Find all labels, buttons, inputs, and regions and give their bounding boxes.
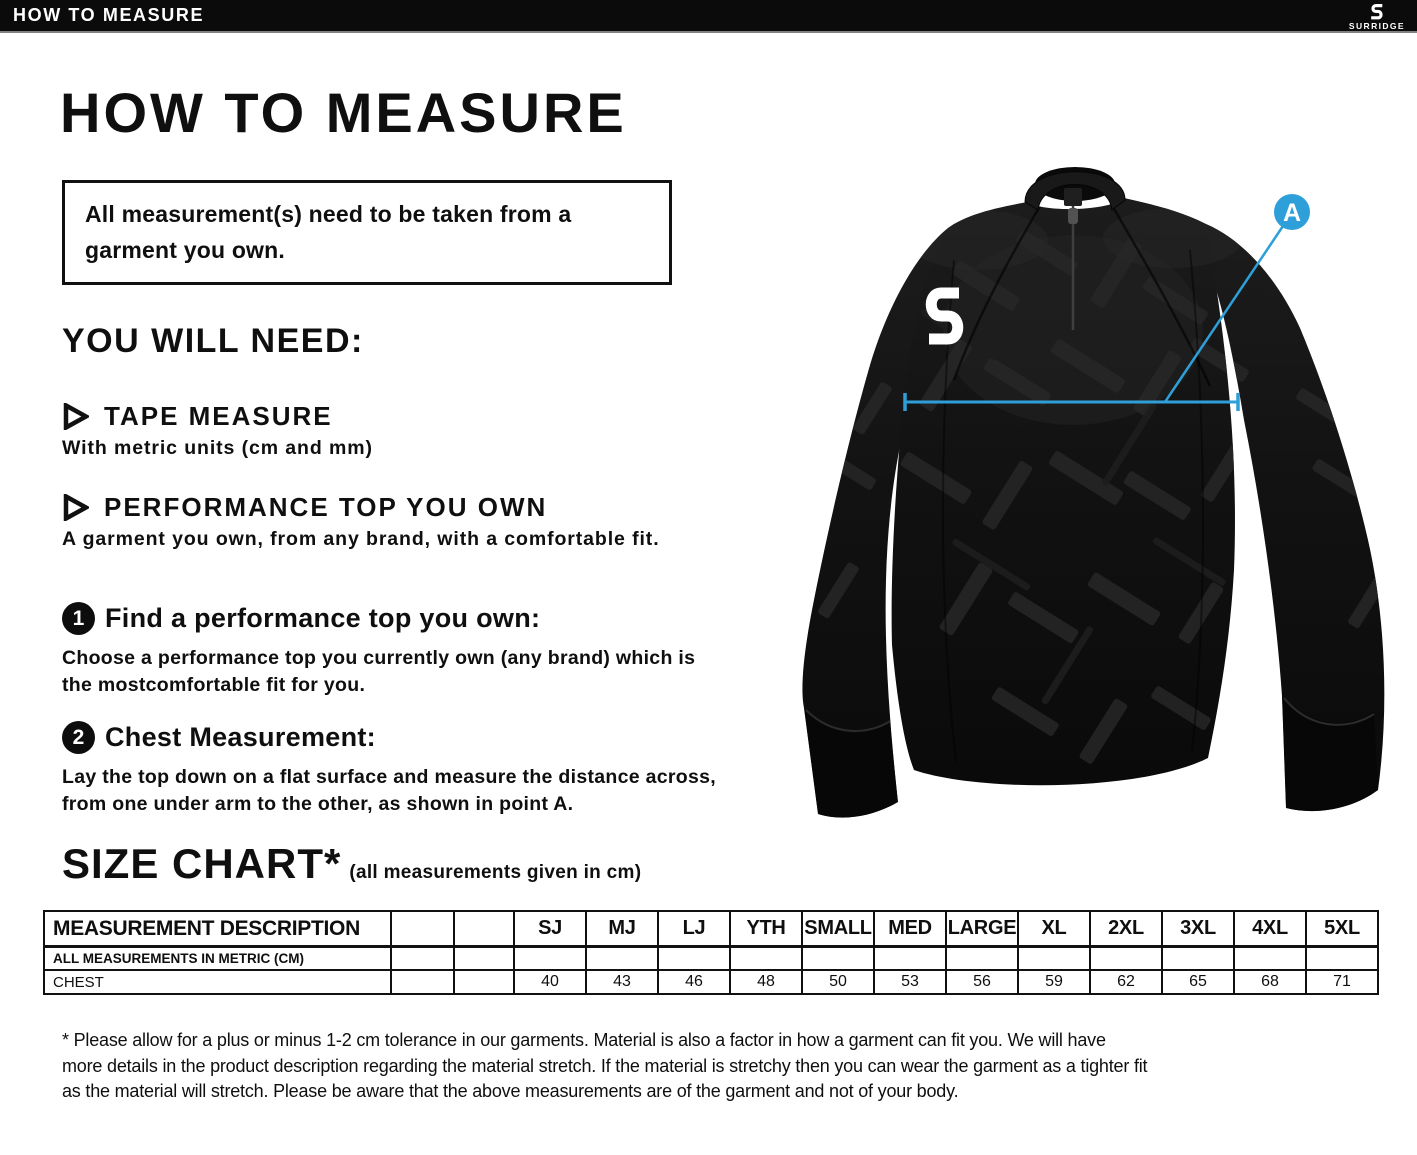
table-cell bbox=[1306, 947, 1378, 971]
you-will-need-heading: YOU WILL NEED: bbox=[62, 322, 364, 360]
size-chart-heading bbox=[62, 840, 641, 888]
table-header-cell: MED bbox=[874, 911, 946, 947]
table-cell bbox=[1162, 947, 1234, 971]
garment-diagram bbox=[778, 140, 1417, 830]
need-item-tape-measure bbox=[62, 401, 742, 460]
step-number-badge: 2 bbox=[62, 721, 95, 754]
table-header-cell: MEASUREMENT DESCRIPTION bbox=[44, 911, 391, 947]
table-row-chest bbox=[44, 970, 1378, 994]
triangle-bullet-icon bbox=[62, 494, 89, 521]
table-header-row bbox=[44, 911, 1378, 947]
size-chart-table bbox=[43, 910, 1379, 995]
step-title: Chest Measurement: bbox=[105, 722, 376, 752]
need-item-performance-top bbox=[62, 492, 742, 551]
table-cell: 40 bbox=[514, 970, 586, 994]
table-cell bbox=[391, 947, 454, 971]
need-item-header bbox=[62, 401, 742, 432]
surridge-s-icon bbox=[1369, 3, 1385, 21]
table-header-cell: SJ bbox=[514, 911, 586, 947]
table-header-cell: LJ bbox=[658, 911, 730, 947]
table-header-cell: 2XL bbox=[1090, 911, 1162, 947]
table-cell: 50 bbox=[802, 970, 874, 994]
table-cell: 59 bbox=[1018, 970, 1090, 994]
table-cell bbox=[1018, 947, 1090, 971]
table-header-cell: 3XL bbox=[1162, 911, 1234, 947]
need-item-description: With metric units (cm and mm) bbox=[62, 437, 373, 459]
zip-pull bbox=[1068, 208, 1078, 224]
size-chart-title: SIZE CHART* bbox=[62, 840, 342, 887]
page-title: HOW TO MEASURE bbox=[60, 81, 627, 144]
table-header-cell: 4XL bbox=[1234, 911, 1306, 947]
table-cell: 48 bbox=[730, 970, 802, 994]
table-header-cell: YTH bbox=[730, 911, 802, 947]
performance-top-illustration bbox=[778, 140, 1417, 830]
table-cell: ALL MEASUREMENTS IN METRIC (CM) bbox=[44, 947, 391, 971]
table-header-cell: SMALL bbox=[802, 911, 874, 947]
step-2 bbox=[62, 721, 742, 818]
step-number-badge: 1 bbox=[62, 602, 95, 635]
surridge-logo bbox=[1349, 3, 1405, 31]
top-bar-title: HOW TO MEASURE bbox=[13, 5, 205, 25]
table-cell bbox=[454, 970, 514, 994]
table-cell: 62 bbox=[1090, 970, 1162, 994]
need-item-header bbox=[62, 492, 742, 523]
table-header-cell bbox=[391, 911, 454, 947]
table-cell bbox=[1090, 947, 1162, 971]
tolerance-footnote: * Please allow for a plus or minus 1-2 cm tolerance in our garments. Material is also a factor in how a garment can fit you. We will have more details in the product description regarding the material stretch. If the material is stretchy then you can wear the garment as a tighter fit as the material will stretch. Please be aware that the above measurements are of the garment and not of your body. bbox=[62, 1030, 1148, 1102]
note-box bbox=[62, 180, 672, 285]
surridge-brand-name: SURRIDGE bbox=[1348, 20, 1405, 31]
table-header-cell bbox=[454, 911, 514, 947]
step-description: Lay the top down on a flat surface and measure the distance across, from one under arm to the other, as shown in point A. bbox=[62, 766, 717, 815]
table-header-cell: 5XL bbox=[1306, 911, 1378, 947]
table-cell: 71 bbox=[1306, 970, 1378, 994]
need-item-title: TAPE MEASURE bbox=[104, 401, 333, 431]
table-cell bbox=[802, 947, 874, 971]
table-cell bbox=[1234, 947, 1306, 971]
table-cell bbox=[391, 970, 454, 994]
table-cell bbox=[874, 947, 946, 971]
table-cell bbox=[586, 947, 658, 971]
step-title: Find a performance top you own: bbox=[105, 603, 541, 633]
table-cell: 46 bbox=[658, 970, 730, 994]
table-row-metric-note bbox=[44, 947, 1378, 971]
table-cell: 56 bbox=[946, 970, 1018, 994]
table-cell bbox=[730, 947, 802, 971]
step-header bbox=[62, 721, 742, 754]
table-cell bbox=[946, 947, 1018, 971]
step-description: Choose a performance top you currently own (any brand) which is the mostcomfortable fit for you. bbox=[62, 647, 696, 696]
table-cell bbox=[514, 947, 586, 971]
table-cell: CHEST bbox=[44, 970, 391, 994]
table-cell: 65 bbox=[1162, 970, 1234, 994]
table-cell: 53 bbox=[874, 970, 946, 994]
size-chart-subtitle: (all measurements given in cm) bbox=[349, 862, 642, 883]
triangle-bullet-icon bbox=[62, 403, 89, 430]
table-header-cell: MJ bbox=[586, 911, 658, 947]
table-cell bbox=[658, 947, 730, 971]
step-1 bbox=[62, 602, 742, 699]
table-cell bbox=[454, 947, 514, 971]
top-bar bbox=[0, 0, 1417, 33]
need-item-title: PERFORMANCE TOP YOU OWN bbox=[104, 492, 548, 522]
step-header bbox=[62, 602, 742, 635]
table-header-cell: LARGE bbox=[946, 911, 1018, 947]
point-a-label: A bbox=[1282, 199, 1302, 227]
table-header-cell: XL bbox=[1018, 911, 1090, 947]
need-item-description: A garment you own, from any brand, with a comfortable fit. bbox=[62, 528, 660, 550]
table-cell: 43 bbox=[586, 970, 658, 994]
note-text: All measurement(s) need to be taken from a garment you own. bbox=[85, 201, 572, 263]
table-cell: 68 bbox=[1234, 970, 1306, 994]
